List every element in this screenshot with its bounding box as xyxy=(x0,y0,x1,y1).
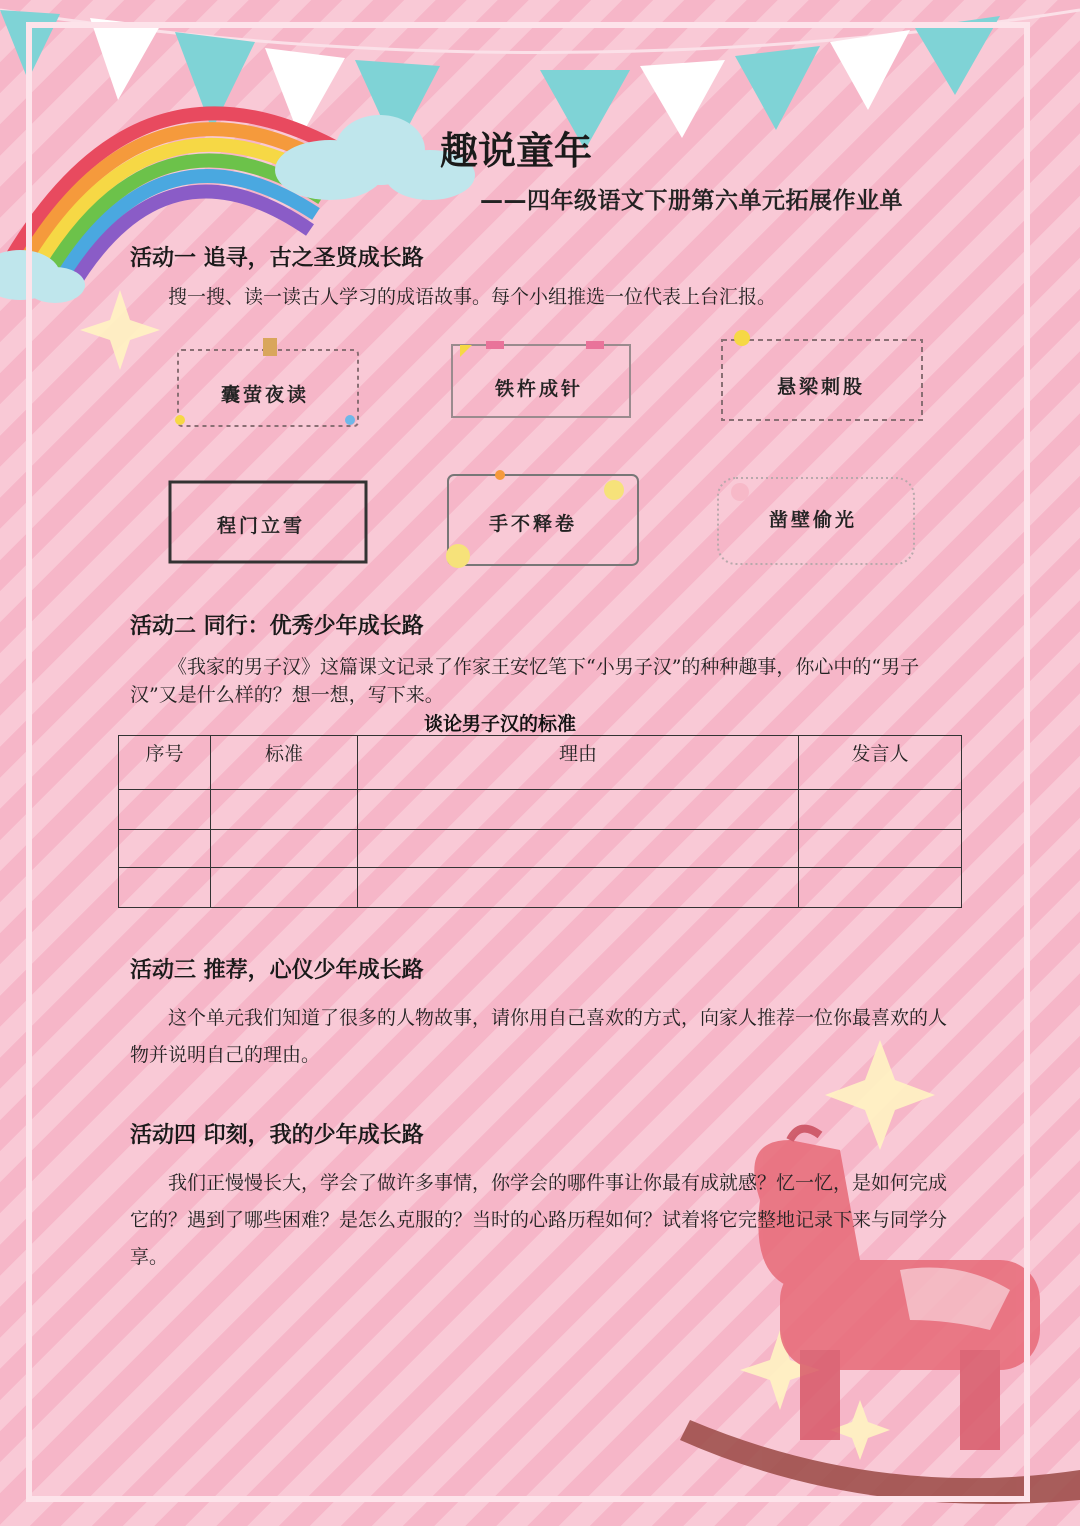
page-title: 趣说童年 xyxy=(439,129,592,173)
table-cell[interactable] xyxy=(799,790,962,830)
activity-4-heading: 活动四 印刻，我的少年成长路 xyxy=(130,1123,424,1148)
activity-2-heading: 活动二 同行：优秀少年成长路 xyxy=(130,614,424,639)
idiom-card: 凿壁偷光 xyxy=(768,508,857,531)
table-cell[interactable] xyxy=(119,790,211,830)
table-cell[interactable] xyxy=(119,830,211,868)
idiom-card: 程门立雪 xyxy=(216,514,305,537)
standards-table xyxy=(118,735,962,908)
table-header-cell: 序号 xyxy=(119,736,211,790)
idiom-card: 手不释卷 xyxy=(488,512,577,535)
table-cell[interactable] xyxy=(358,830,799,868)
table-cell[interactable] xyxy=(211,790,358,830)
table-row xyxy=(119,790,962,830)
table-header-cell: 理由 xyxy=(358,736,799,790)
table-header-cell: 发言人 xyxy=(799,736,962,790)
table-header-row xyxy=(119,736,962,790)
table-row xyxy=(119,830,962,868)
idiom-card: 悬梁刺股 xyxy=(776,375,865,398)
table-cell[interactable] xyxy=(358,868,799,908)
idiom-card: 囊萤夜读 xyxy=(220,383,309,406)
table-cell[interactable] xyxy=(119,868,211,908)
activity-1-heading: 活动一 追寻，古之圣贤成长路 xyxy=(130,246,424,271)
activity-4-text: 我们正慢慢长大，学会了做许多事情，你学会的哪件事让你最有成就感？忆一忆，是如何完成它的？遇到了哪些困难？是怎么克服的？当时的心路历程如何？试着将它完整地记录下来与同学分享。 xyxy=(130,1172,948,1268)
table-title: 谈论男子汉的标准 xyxy=(423,713,576,735)
table-cell[interactable] xyxy=(211,868,358,908)
activity-1-text: 搜一搜、读一读古人学习的成语故事。每个小组推选一位代表上台汇报。 xyxy=(168,286,777,308)
table-cell[interactable] xyxy=(358,790,799,830)
table-cell[interactable] xyxy=(799,830,962,868)
table-row xyxy=(119,868,962,908)
idiom-card: 铁杵成针 xyxy=(494,377,583,400)
activity-3-heading: 活动三 推荐，心仪少年成长路 xyxy=(130,958,424,983)
table-header-cell: 标准 xyxy=(211,736,358,790)
table-cell[interactable] xyxy=(799,868,962,908)
activity-3-text: 这个单元我们知道了很多的人物故事，请你用自己喜欢的方式，向家人推荐一位你最喜欢的人物并说明自己的理由。 xyxy=(130,1007,948,1066)
activity-2-text: 《我家的男子汉》这篇课文记录了作家王安忆笔下“小男子汉”的种种趣事，你心中的“男子汉”又是什么样的？想一想，写下来。 xyxy=(130,656,920,706)
table-cell[interactable] xyxy=(211,830,358,868)
page-subtitle: ——四年级语文下册第六单元拓展作业单 xyxy=(480,188,903,214)
